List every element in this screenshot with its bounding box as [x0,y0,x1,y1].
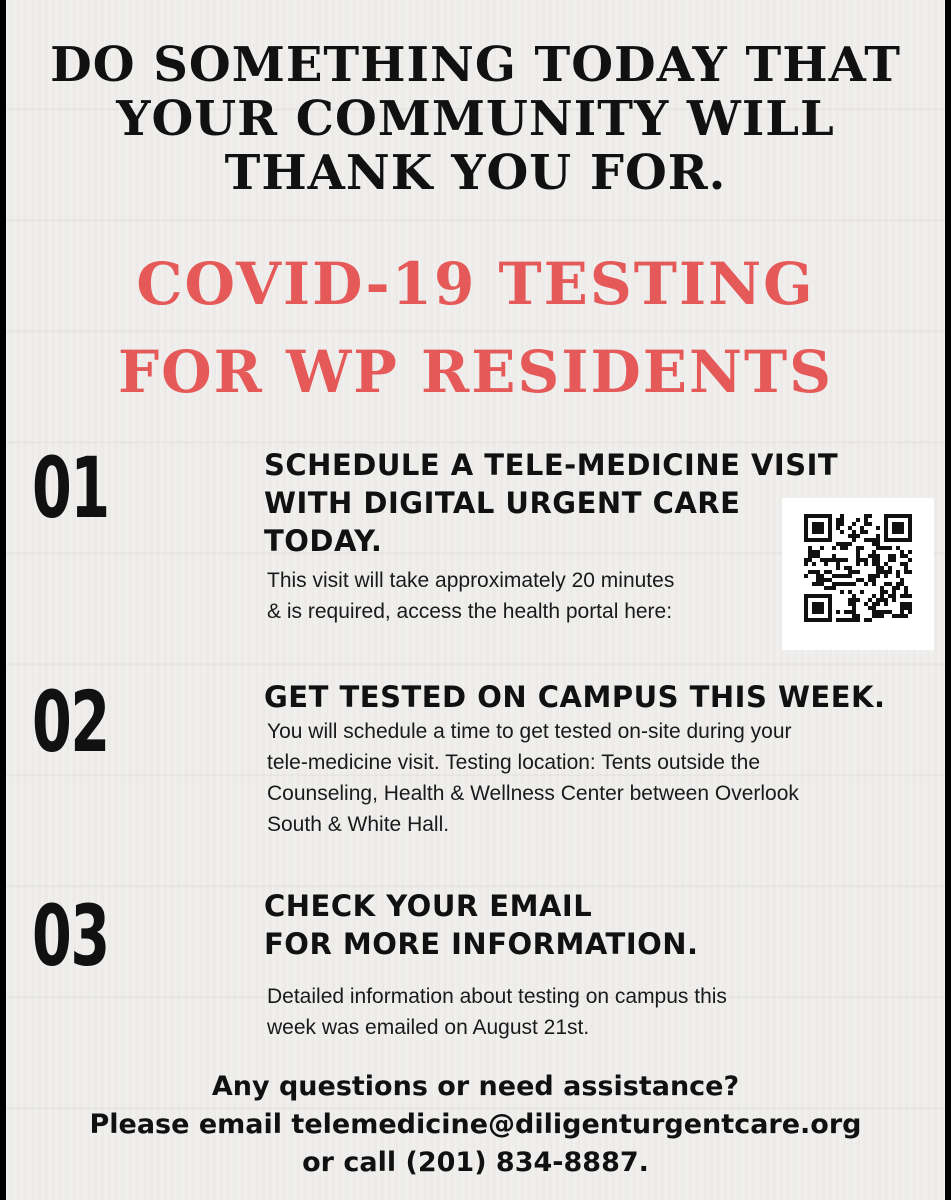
contact-footer [6,1068,945,1182]
step-body-02 [267,716,799,840]
headline-line-2: YOUR COMMUNITY WILL [116,91,835,147]
step-body-line: Counseling, Health & Wellness Center between Overlook [267,782,799,805]
footer-question: Any questions or need assistance? [211,1071,740,1102]
step-heading-line: SCHEDULE A TELE-MEDICINE VISIT [264,448,839,482]
step-body-line: You will schedule a time to get tested on-site during your [267,720,792,743]
step-body-01 [267,565,674,627]
step-heading-line: TODAY. [264,524,383,558]
page-title [6,240,945,416]
footer-email[interactable]: Please email telemedicine@diligenturgentcare.org [89,1109,862,1140]
step-heading-01 [264,446,838,560]
headline-line-1: DO SOMETHING TODAY THAT [50,37,901,93]
poster [6,0,945,1200]
step-body-line: & is required, access the health portal here: [267,600,673,623]
step-number-03: 03 [32,887,109,985]
step-body-line: week was emailed on August 21st. [267,1016,590,1039]
headline-line-3: THANK YOU FOR. [224,145,727,201]
step-heading-line: WITH DIGITAL URGENT CARE [264,486,741,520]
step-body-line: This visit will take approximately 20 minutes [267,569,675,592]
step-body-line: Detailed information about testing on campus this [267,985,727,1008]
step-number-02: 02 [32,673,109,771]
step-heading-line: CHECK YOUR EMAIL [264,889,593,923]
footer-phone[interactable]: or call (201) 834-8887. [302,1147,649,1178]
step-heading-line: GET TESTED ON CAMPUS THIS WEEK. [264,680,886,714]
step-body-line: tele-medicine visit. Testing location: Tents outside the [267,751,760,774]
step-heading-03 [264,887,699,963]
step-body-03 [267,981,727,1043]
step-body-line: South & White Hall. [267,813,450,836]
qr-code-graphic [804,514,912,622]
step-heading-line: FOR MORE INFORMATION. [264,927,699,961]
title-line-1: COVID-19 TESTING [136,250,815,318]
step-heading-02 [264,678,886,716]
step-number-01: 01 [32,439,109,537]
headline [6,38,945,200]
qr-code-icon[interactable] [782,498,934,650]
title-line-2: FOR WP RESIDENTS [117,338,834,406]
